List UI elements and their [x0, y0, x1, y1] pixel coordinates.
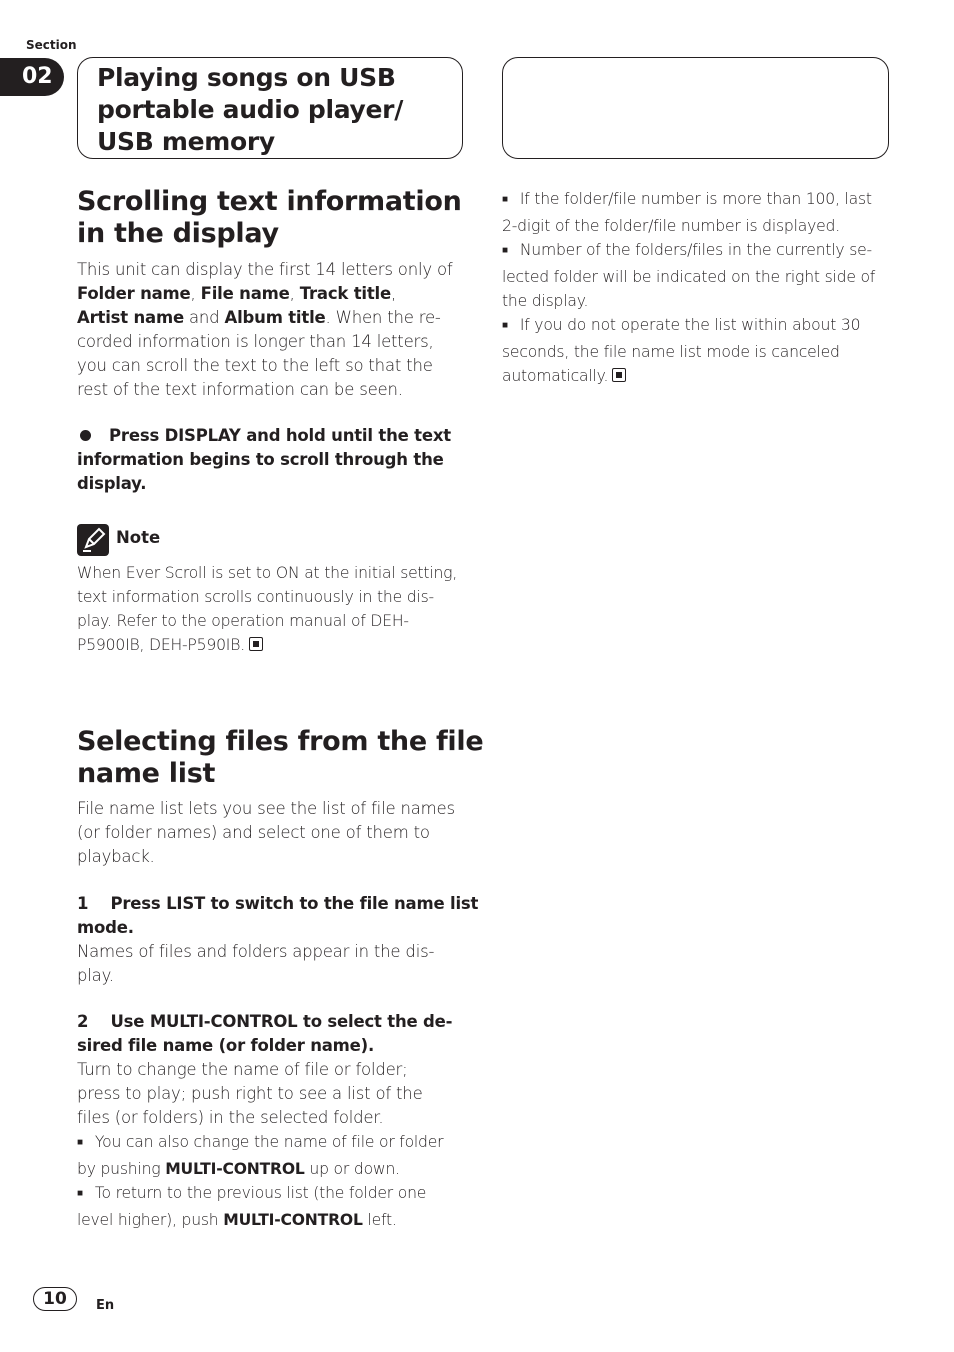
page-number: 10 [33, 1287, 77, 1311]
bullet-text: up or down. [309, 1160, 400, 1178]
step-heading-line: 1 Press LIST to switch to the file name list [77, 894, 479, 913]
note-text-end: P5900IB, DEH-P590IB. [77, 636, 245, 654]
step-heading-line: mode. [77, 918, 134, 937]
term-multi-control: MULTI-CONTROL [223, 1211, 363, 1229]
term-artist-name: Artist name [77, 308, 184, 327]
separator: , [190, 284, 196, 303]
paragraph-line: rest of the text information can be seen. [77, 380, 403, 399]
note-line: When Ever Scroll is set to ON at the initial setting, [77, 564, 458, 582]
paragraph-line: playback. [77, 847, 155, 866]
bullet-line: ■ If you do not operate the list within about 30 [502, 313, 894, 340]
end-mark-icon [612, 368, 626, 382]
bullet-line: ■ If the folder/file number is more than 100, last [502, 187, 894, 214]
paragraph-line: you can scroll the text to the left so that the [77, 356, 433, 375]
step-body-line: press to play; push right to see a list of the [77, 1084, 423, 1103]
paragraph-line: File name list lets you see the list of file names [77, 799, 455, 818]
note-label: Note [116, 528, 161, 547]
note-line [77, 633, 469, 657]
step-heading-line: sired file name (or folder name). [77, 1036, 375, 1055]
end-mark-icon [249, 637, 263, 651]
bullet-line: 2-digit of the folder/file number is displayed. [502, 217, 840, 235]
bullet-line: ■ To return to the previous list (the folder one [77, 1181, 469, 1208]
term-track-title: Track title [299, 284, 392, 303]
instruction-line: information begins to scroll through the [77, 450, 444, 469]
bullet-text: level higher), push [77, 1211, 219, 1229]
bullet-line: ■ You can also change the name of file or folder [77, 1130, 469, 1157]
instruction-line [77, 424, 469, 448]
bullet-text-end: automatically. [502, 367, 609, 385]
term-folder-name: Folder name [77, 284, 191, 303]
section-number-tab: 02 [0, 58, 64, 96]
step-2 [77, 1010, 469, 1130]
step-body-line: Turn to change the name of file or folder; [77, 1060, 408, 1079]
paragraph-line [77, 282, 469, 306]
term-album-title: Album title [224, 308, 326, 327]
paragraph-line: (or folder names) and select one of them to [77, 823, 430, 842]
conjunction: and [189, 308, 220, 327]
step-body-line: play. [77, 966, 114, 985]
step-body-line: Names of files and folders appear in the dis- [77, 942, 435, 961]
bullet-line: the display. [502, 292, 589, 310]
note-text [77, 561, 469, 657]
term-file-name: File name [200, 284, 290, 303]
bullet-line [77, 1157, 469, 1181]
selecting-intro [77, 797, 469, 869]
selecting-bullets [77, 1130, 469, 1232]
chapter-title-line: USB memory [97, 127, 275, 156]
separator: , [289, 284, 295, 303]
separator: , [391, 284, 397, 303]
term-multi-control: MULTI-CONTROL [165, 1160, 305, 1178]
step-heading-line: 2 Use MULTI-CONTROL to select the de- [77, 1012, 453, 1031]
right-column-bullets [502, 187, 894, 388]
paragraph-line: corded information is longer than 14 letters, [77, 332, 434, 351]
note-pencil-icon [77, 524, 109, 556]
bullet-text: by pushing [77, 1160, 161, 1178]
paragraph-line: This unit can display the first 14 letters only of [77, 260, 453, 279]
bullet-line: ■ Number of the folders/files in the currently se- [502, 238, 894, 265]
chapter-title-line: portable audio player/ [97, 95, 404, 124]
chapter-title-box [77, 57, 463, 159]
chapter-title [97, 62, 403, 158]
note-line: text information scrolls continuously in the dis- [77, 588, 434, 606]
step-body-line: files (or folders) in the selected folder. [77, 1108, 384, 1127]
bullet-line [77, 1208, 469, 1232]
bullet-line: lected folder will be indicated on the right side of [502, 268, 876, 286]
empty-header-box [502, 57, 889, 159]
bullet-line [502, 364, 894, 388]
heading-line: Selecting files from the file [77, 726, 484, 757]
language-code: En [96, 1298, 115, 1313]
bullet-text: left. [367, 1211, 397, 1229]
heading-line: name list [77, 758, 216, 789]
scrolling-heading [77, 186, 462, 250]
note-line: play. Refer to the operation manual of DEH- [77, 612, 409, 630]
paragraph-line [77, 306, 469, 330]
instruction-text: Press DISPLAY and hold until the text [109, 426, 451, 445]
bullet-line: seconds, the file name list mode is canceled [502, 343, 840, 361]
display-instruction [77, 424, 469, 496]
bullet-dot-icon [80, 430, 91, 441]
step-1 [77, 892, 479, 988]
selecting-heading [77, 726, 483, 790]
section-label: Section [26, 38, 77, 52]
scrolling-paragraph [77, 258, 469, 402]
chapter-title-line: Playing songs on USB [97, 63, 396, 92]
instruction-line: display. [77, 474, 147, 493]
heading-line: Scrolling text information [77, 186, 462, 217]
paragraph-text: . When the re- [325, 308, 441, 327]
heading-line: in the display [77, 218, 279, 249]
